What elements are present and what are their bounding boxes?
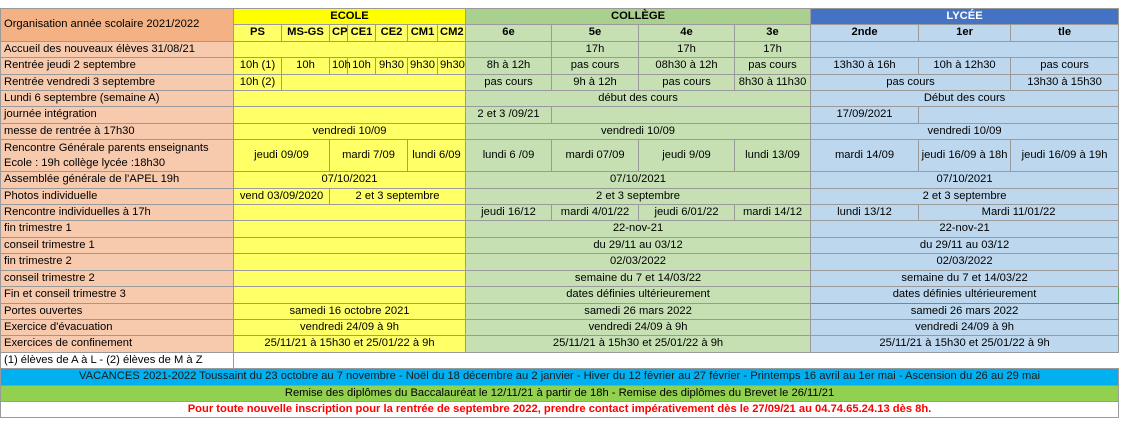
cell: 10h (1): [234, 58, 282, 74]
level-cm1: CM1: [408, 25, 438, 41]
cell: Mardi 11/01/22: [919, 205, 1119, 221]
cell: 9h à 12h: [552, 74, 639, 90]
vacances-banner: VACANCES 2021-2022 Toussaint du 23 octobre au 7 novembre - Noël du 18 décembre au 2 janvier - Hiver du 12 février au 27 février - Printemps 16 avril au 1er mai - Ascension du 26 au 29 mai: [1, 369, 1119, 385]
level-cm2: CM2: [438, 25, 466, 41]
cell: 9h30: [408, 58, 438, 74]
row-label: [1, 140, 234, 172]
cell: semaine du 7 et 14/03/22: [466, 270, 811, 286]
row-label: fin trimestre 1: [1, 221, 234, 237]
cell: samedi 26 mars 2022: [811, 303, 1119, 319]
table-row: [1, 270, 1119, 286]
cell: 07/10/2021: [234, 172, 466, 188]
cell: 13h30 à 15h30: [1011, 74, 1119, 90]
table-row: [1, 319, 1119, 335]
cell: 13h30 à 16h: [811, 58, 919, 74]
cell: 02/03/2022: [466, 254, 811, 270]
cell: [282, 74, 466, 90]
table-row: [1, 91, 1119, 107]
cell: mardi 07/09: [552, 140, 639, 172]
cell: vendredi 10/09: [811, 123, 1119, 139]
cell: 10h (2): [234, 74, 282, 90]
cell: 2 et 3 /09/21: [466, 107, 552, 123]
cell: 10h: [330, 58, 348, 74]
cell: 17h: [552, 41, 639, 57]
table-row: [1, 172, 1119, 188]
table-row: [1, 123, 1119, 139]
level-ps: PS: [234, 25, 282, 41]
level-3e: 3e: [735, 25, 811, 41]
cell: [234, 237, 466, 253]
row-label-line: Rencontre Générale parents enseignants: [4, 141, 209, 154]
cell: 22-nov-21: [466, 221, 811, 237]
cell: jeudi 6/01/22: [639, 205, 735, 221]
school-year-table: [0, 8, 1119, 418]
table-row: [1, 58, 1119, 74]
level-1er: 1er: [919, 25, 1011, 41]
row-label: Assemblée générale de l'APEL 19h: [1, 172, 234, 188]
diplomes-row: [1, 385, 1119, 401]
cell: 9h30: [376, 58, 408, 74]
cell: 08h30 à 12h: [639, 58, 735, 74]
cell: pas cours: [735, 58, 811, 74]
cell: 25/11/21 à 15h30 et 25/01/22 à 9h: [466, 336, 811, 352]
cell: pas cours: [1011, 58, 1119, 74]
table-title: Organisation année scolaire 2021/2022: [1, 9, 234, 42]
note-row: [1, 352, 1119, 368]
cell: jeudi 16/09 à 18h: [919, 140, 1011, 172]
level-cp: CP: [330, 25, 348, 41]
row-label: conseil trimestre 2: [1, 270, 234, 286]
row-label-line: Ecole : 19h collège lycée :18h30: [4, 156, 166, 169]
cell: jeudi 9/09: [639, 140, 735, 172]
cell: 8h30 à 11h30: [735, 74, 811, 90]
cell: lundi 6/09: [408, 140, 466, 172]
cell: 10h à 12h30: [919, 58, 1011, 74]
level-tle: tle: [1011, 25, 1119, 41]
cell: 07/10/2021: [811, 172, 1119, 188]
level-ce2: CE2: [376, 25, 408, 41]
cell: lundi 13/12: [811, 205, 919, 221]
cell: jeudi 16/09 à 19h: [1011, 140, 1119, 172]
college-header: COLLÈGE: [466, 9, 811, 25]
cell: 2 et 3 septembre: [330, 188, 466, 204]
cell: [234, 221, 466, 237]
inscription-row: [1, 401, 1119, 417]
table-row: [1, 287, 1119, 303]
cell: 25/11/21 à 15h30 et 25/01/22 à 9h: [811, 336, 1119, 352]
table-row: [1, 303, 1119, 319]
row-label: Exercices de confinement: [1, 336, 234, 352]
cell: 8h à 12h: [466, 58, 552, 74]
lycee-header: LYCÉE: [811, 9, 1119, 25]
ecole-header: ECOLE: [234, 9, 466, 25]
cell: 25/11/21 à 15h30 et 25/01/22 à 9h: [234, 336, 466, 352]
level-5e: 5e: [552, 25, 639, 41]
cell: vendredi 24/09 à 9h: [811, 319, 1119, 335]
cell: 2 et 3 septembre: [811, 188, 1119, 204]
row-label: Rentrée vendredi 3 septembre: [1, 74, 234, 90]
cell: samedi 16 octobre 2021: [234, 303, 466, 319]
table-row: [1, 205, 1119, 221]
table-row: [1, 140, 1119, 172]
cell: 2 et 3 septembre: [466, 188, 811, 204]
row-label: Rentrée jeudi 2 septembre: [1, 58, 234, 74]
cell: vend 03/09/2020: [234, 188, 330, 204]
cell: pas cours: [639, 74, 735, 90]
cell: jeudi 16/12: [466, 205, 552, 221]
cell: dates définies ultérieurement: [466, 287, 811, 303]
level-ce1: CE1: [348, 25, 376, 41]
row-label: Exercice d'évacuation: [1, 319, 234, 335]
cell: pas cours: [552, 58, 639, 74]
cell: lundi 6 /09: [466, 140, 552, 172]
cell: semaine du 7 et 14/03/22: [811, 270, 1119, 286]
row-label: conseil trimestre 1: [1, 237, 234, 253]
cell: 17/09/2021: [811, 107, 919, 123]
cell: [234, 287, 466, 303]
cell: début des cours: [466, 91, 811, 107]
cell: Début des cours: [811, 91, 1119, 107]
cell: [234, 107, 466, 123]
cell: 07/10/2021: [466, 172, 811, 188]
cell: 10h: [348, 58, 376, 74]
cell: [919, 107, 1119, 123]
table-row: [1, 41, 1119, 57]
cell: [811, 41, 1119, 57]
table-row: [1, 107, 1119, 123]
cell: mardi 7/09: [330, 140, 408, 172]
cell: mardi 14/12: [735, 205, 811, 221]
cell: [234, 270, 466, 286]
footnote: (1) élèves de A à L - (2) élèves de M à Z: [1, 352, 234, 368]
row-label: fin trimestre 2: [1, 254, 234, 270]
row-label: Lundi 6 septembre (semaine A): [1, 91, 234, 107]
diplomes-banner: Remise des diplômes du Baccalauréat le 12/11/21 à partir de 18h - Remise des diplômes du Brevet le 26/11/21: [1, 385, 1119, 401]
cell: 02/03/2022: [811, 254, 1119, 270]
cell: [234, 352, 1119, 368]
cell: vendredi 10/09: [466, 123, 811, 139]
cell: 17h: [735, 41, 811, 57]
vacances-row: [1, 369, 1119, 385]
table-row: [1, 254, 1119, 270]
row-label: Rencontre individuelles à 17h: [1, 205, 234, 221]
cell: du 29/11 au 03/12: [466, 237, 811, 253]
table-row: [1, 221, 1119, 237]
cell: [552, 107, 811, 123]
cell: vendredi 24/09 à 9h: [466, 319, 811, 335]
table-row: [1, 336, 1119, 352]
cell: 17h: [639, 41, 735, 57]
table-row: [1, 188, 1119, 204]
cell: samedi 26 mars 2022: [466, 303, 811, 319]
cell: 22-nov-21: [811, 221, 1119, 237]
level-6e: 6e: [466, 25, 552, 41]
cell: mardi 14/09: [811, 140, 919, 172]
cell: 9h30: [438, 58, 466, 74]
row-label: Accueil des nouveaux élèves 31/08/21: [1, 41, 234, 57]
header-row: [1, 9, 1119, 25]
row-label: Portes ouvertes: [1, 303, 234, 319]
cell: [466, 41, 552, 57]
cell: [234, 91, 466, 107]
inscription-notice: Pour toute nouvelle inscription pour la rentrée de septembre 2022, prendre contact impérativement dès le 27/09/21 au 04.74.65.24.13 dès 8h.: [1, 401, 1119, 417]
row-label: journée intégration: [1, 107, 234, 123]
cell: jeudi 09/09: [234, 140, 330, 172]
cell: mardi 4/01/22: [552, 205, 639, 221]
cell: [234, 254, 466, 270]
cell: 10h: [282, 58, 330, 74]
level-4e: 4e: [639, 25, 735, 41]
cell: pas cours: [466, 74, 552, 90]
cell: [234, 41, 466, 57]
cell: [234, 205, 466, 221]
cell: vendredi 10/09: [234, 123, 466, 139]
row-label: Fin et conseil trimestre 3: [1, 287, 234, 303]
cell: lundi 13/09: [735, 140, 811, 172]
cell: pas cours: [811, 74, 1011, 90]
cell: du 29/11 au 03/12: [811, 237, 1119, 253]
table-row: [1, 237, 1119, 253]
level-msgs: MS-GS: [282, 25, 330, 41]
row-label: Photos individuelle: [1, 188, 234, 204]
row-label: messe de rentrée à 17h30: [1, 123, 234, 139]
cell: vendredi 24/09 à 9h: [234, 319, 466, 335]
level-2nde: 2nde: [811, 25, 919, 41]
cell: dates définies ultérieurement: [811, 287, 1119, 303]
table-row: [1, 74, 1119, 90]
